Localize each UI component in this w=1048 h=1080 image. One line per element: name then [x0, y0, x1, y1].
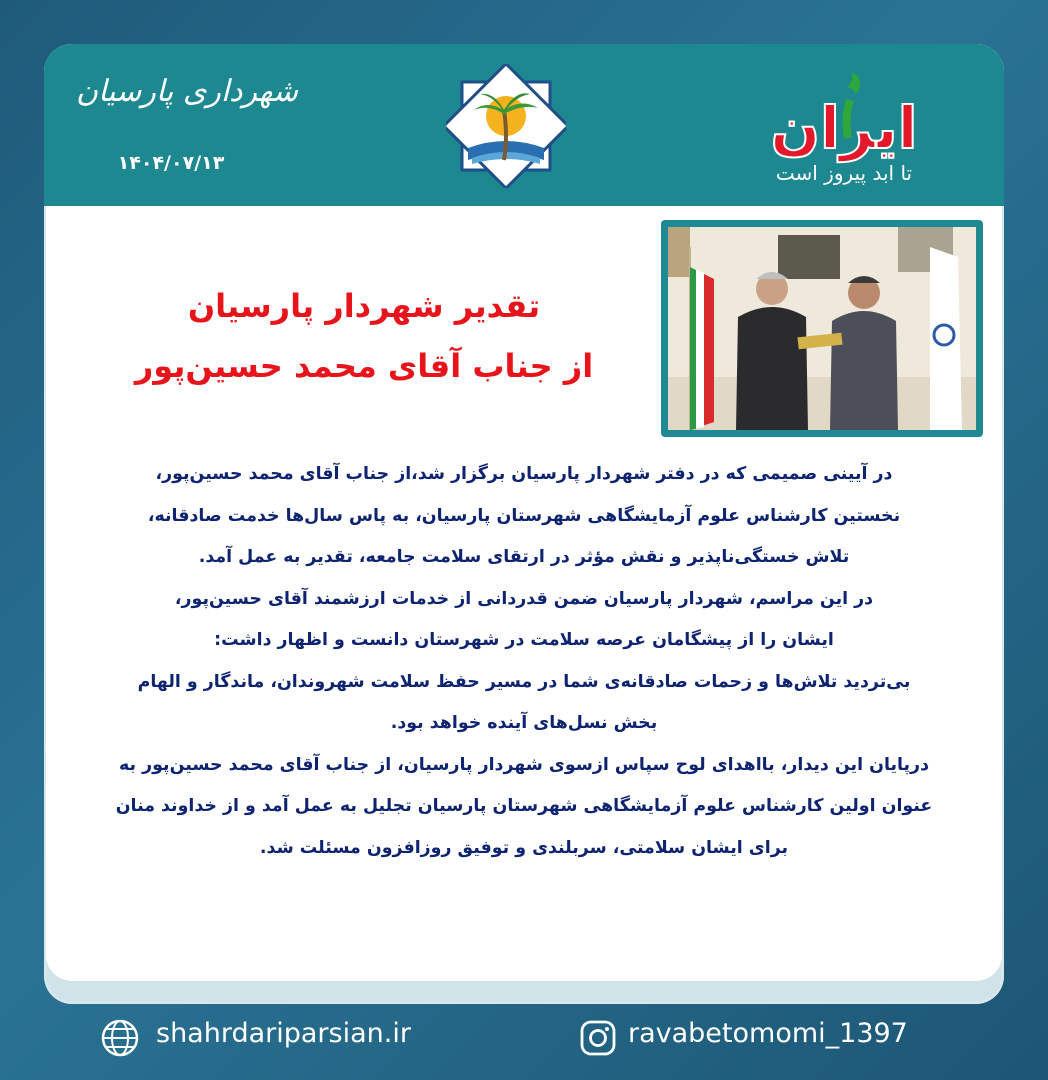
body-line: بخش نسل‌های آینده خواهد بود. [390, 713, 658, 733]
photo-frame [661, 220, 983, 437]
poster-frame [44, 44, 1004, 1004]
article-body [54, 454, 994, 869]
body-line: بی‌تردید تلاش‌ها و زحمات صادقانه‌ی شما در مسیر حفظ سلامت شهروندان، ماندگار و الهام [137, 671, 911, 692]
title-line-2: از جناب آقای محمد حسین‌پور [134, 347, 594, 385]
footer-bar [0, 1004, 1048, 1080]
campaign-logo [724, 62, 964, 192]
body-line: نخستین کارشناس علوم آزمایشگاهی شهرستان پارسیان، به پاس سال‌ها خدمت صادقانه، [147, 505, 901, 526]
title-line-1: تقدیر شهردار پارسیان [187, 287, 541, 325]
campaign-logo-text: ایران [770, 94, 918, 162]
campaign-slogan: تا ابد پیروز است [775, 161, 913, 185]
header-bar [44, 44, 1004, 206]
article-title [84, 276, 644, 396]
org-name: شهرداری پارسیان [75, 74, 299, 109]
body-line: برای ایشان سلامتی، سربلندی و توفیق روزافزون مسئلت شد. [259, 837, 789, 858]
body-line: در آیینی صمیمی که در دفتر شهردار پارسیان برگزار شد،از جناب آقای محمد حسین‌پور، [155, 464, 893, 484]
ceremony-photo [668, 227, 976, 430]
body-line: تلاش خستگی‌ناپذیر و نقش مؤثر در ارتقای سلامت جامعه، تقدیر به عمل آمد. [198, 547, 850, 567]
body-line: درپایان این دیدار، بااهدای لوح سپاس ازسوی شهردار پارسیان، از جناب آقای محمد حسین‌پور به [119, 754, 929, 775]
body-line: ایشان را از پیشگامان عرصه سلامت در شهرستان دانست و اظهار داشت: [214, 630, 834, 650]
instagram-icon [578, 1018, 618, 1058]
body-line: در این مراسم، شهردار پارسیان ضمن قدردانی از خدمات ارزشمند آقای حسین‌پور، [174, 588, 874, 609]
instagram-handle[interactable]: ravabetomomi_1397 [628, 1018, 908, 1049]
globe-icon [100, 1018, 140, 1058]
municipality-logo [446, 64, 566, 188]
website-link[interactable]: shahrdariparsian.ir [156, 1018, 411, 1049]
post-date: ۱۴۰۴/۰۷/۱۳ [117, 152, 225, 174]
body-line: عنوان اولین کارشناس علوم آزمایشگاهی شهرستان پارسیان تجلیل به عمل آمد و از خداوند منان [115, 796, 933, 816]
